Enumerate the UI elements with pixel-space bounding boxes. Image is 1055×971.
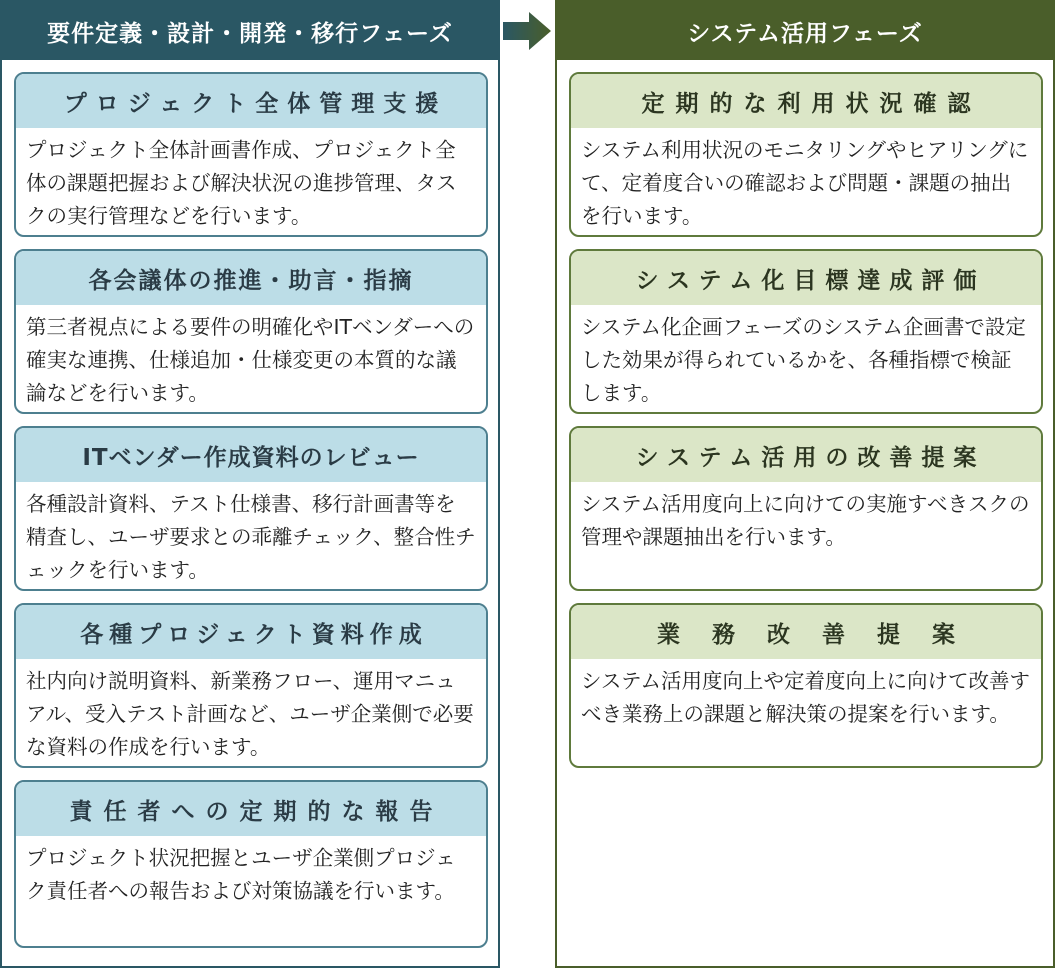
card-project-management xyxy=(14,72,488,237)
card-body: システム化企画フェーズのシステム企画書で設定した効果が得られているかを、各種指標で検証します。 xyxy=(581,315,1026,405)
card-body: システム活用度向上に向けての実施すべきスクの管理や課題抽出を行います。 xyxy=(581,492,1030,549)
card-usage-improvement xyxy=(569,426,1043,591)
card-title: プロジェクト全体管理支援 xyxy=(16,74,486,128)
card-title: 各種プロジェクト資料作成 xyxy=(16,605,486,659)
right-phase-column xyxy=(555,0,1055,968)
card-title: 責任者への定期的な報告 xyxy=(16,782,486,836)
card-title: 定期的な利用状況確認 xyxy=(571,74,1041,128)
card-body: 社内向け説明資料、新業務フロー、運用マニュアル、受入テスト計画など、ユーザ企業側で必要な資料の作成を行います。 xyxy=(26,669,474,759)
left-phase-title: 要件定義・設計・開発・移行フェーズ xyxy=(2,2,498,60)
card-regular-report xyxy=(14,780,488,948)
card-body: 各種設計資料、テスト仕様書、移行計画書等を精査し、ユーザ要求との乖離チェック、整合性チェックを行います。 xyxy=(26,492,476,582)
card-body: プロジェクト全体計画書作成、プロジェクト全体の課題把握および解決状況の進捗管理、タスクの実行管理などを行います。 xyxy=(26,138,457,228)
card-title: 各会議体の推進・助言・指摘 xyxy=(16,251,486,305)
card-body: システム利用状況のモニタリングやヒアリングにて、定着度合いの確認および問題・課題の抽出を行います。 xyxy=(581,138,1029,228)
card-title: 業務改善提案 xyxy=(571,605,1041,659)
card-meeting-support xyxy=(14,249,488,414)
right-arrow-icon xyxy=(503,12,551,50)
card-title: システム化目標達成評価 xyxy=(571,251,1041,305)
card-title: ITベンダー作成資料のレビュー xyxy=(16,428,486,482)
card-vendor-review xyxy=(14,426,488,591)
left-phase-column xyxy=(0,0,500,968)
card-title: システム活用の改善提案 xyxy=(571,428,1041,482)
card-usage-check xyxy=(569,72,1043,237)
card-goal-evaluation xyxy=(569,249,1043,414)
card-body: 第三者視点による要件の明確化やITベンダーへの確実な連携、仕様追加・仕様変更の本質的な議論などを行います。 xyxy=(26,315,475,405)
card-body: システム活用度向上や定着度向上に向けて改善すべき業務上の課題と解決策の提案を行います。 xyxy=(581,669,1030,726)
right-phase-title: システム活用フェーズ xyxy=(557,2,1053,60)
card-business-improvement xyxy=(569,603,1043,768)
card-project-documents xyxy=(14,603,488,768)
card-body: プロジェクト状況把握とユーザ企業側プロジェク責任者への報告および対策協議を行います。 xyxy=(26,846,456,903)
